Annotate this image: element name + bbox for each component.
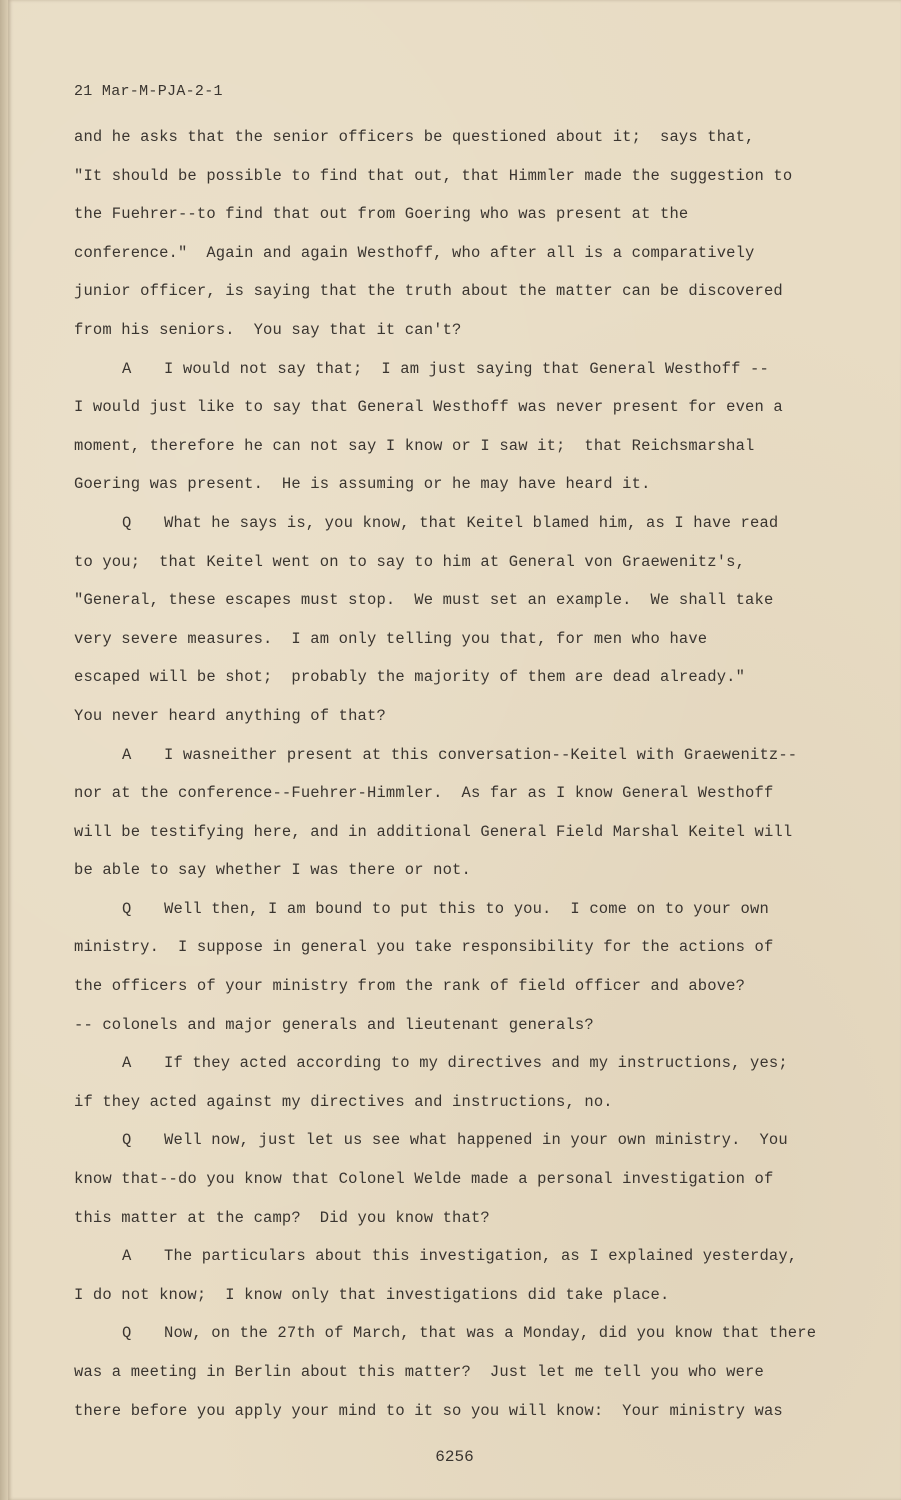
transcript-line (74, 1121, 814, 1160)
transcript-line (74, 581, 814, 620)
transcript-line (74, 851, 814, 890)
transcript-line (74, 543, 814, 582)
transcript-line (74, 928, 814, 967)
speaker-marker: Q (122, 513, 132, 532)
line-text: be able to say whether I was there or not. (74, 861, 471, 880)
speaker-marker: A (122, 1247, 132, 1266)
line-text: I would not say that; I am just saying that General Westhoff -- (164, 359, 769, 378)
transcript-line (74, 967, 814, 1006)
transcript-line (74, 620, 814, 659)
transcript-line (74, 1392, 814, 1431)
transcript-line (74, 465, 814, 504)
line-text: this matter at the camp? Did you know that? (74, 1208, 490, 1227)
line-text: If they acted according to my directives and my instructions, yes; (164, 1054, 788, 1073)
line-text: The particulars about this investigation, as I explained yesterday, (164, 1247, 798, 1266)
line-text: "General, these escapes must stop. We must set an example. We shall take (74, 591, 774, 610)
transcript-line (74, 504, 814, 543)
line-text: Goering was present. He is assuming or he may have heard it. (74, 475, 651, 494)
transcript-line (74, 388, 814, 427)
line-text: the officers of your ministry from the rank of field officer and above? (74, 977, 746, 996)
line-text: moment, therefore he can not say I know or I saw it; that Reichsmarshal (74, 436, 755, 455)
line-text: very severe measures. I am only telling you that, for men who have (74, 629, 708, 648)
document-page (8, 0, 901, 1500)
transcript-line (74, 890, 814, 929)
line-text: I do not know; I know only that investigations did take place. (74, 1285, 670, 1304)
transcript-line (74, 118, 814, 157)
line-text: What he says is, you know, that Keitel blamed him, as I have read (164, 513, 779, 532)
line-text: the Fuehrer--to find that out from Goering who was present at the (74, 205, 689, 224)
speaker-marker: A (122, 1054, 132, 1073)
line-text: "It should be possible to find that out, that Himmler made the suggestion to (74, 166, 793, 185)
line-text: and he asks that the senior officers be questioned about it; says that, (74, 128, 755, 146)
line-text: Now, on the 27th of March, that was a Monday, did you know that there (164, 1324, 817, 1343)
paper-left-edge (0, 0, 8, 1500)
line-text: know that--do you know that Colonel Welde made a personal investigation of (74, 1170, 774, 1189)
line-text: conference." Again and again Westhoff, who after all is a comparatively (74, 243, 755, 262)
transcript-line (74, 272, 814, 311)
transcript-line (74, 311, 814, 350)
line-text: there before you apply your mind to it so you will know: Your ministry was (74, 1401, 783, 1420)
transcript-line (74, 1314, 817, 1353)
transcript-line (74, 774, 814, 813)
speaker-marker: Q (122, 1131, 132, 1150)
line-text: escaped will be shot; probably the majority of them are dead already." (74, 668, 746, 687)
transcript-line (74, 1006, 814, 1045)
line-text: will be testifying here, and in additional General Field Marshal Keitel will (74, 822, 793, 841)
document-reference: 21 Mar-M-PJA-2-1 (74, 83, 223, 100)
transcript-line (74, 350, 814, 389)
line-text: was a meeting in Berlin about this matter? Just let me tell you who were (74, 1363, 764, 1381)
line-text: junior officer, is saying that the truth about the matter can be discovered (74, 282, 783, 301)
speaker-marker: Q (122, 899, 132, 918)
line-text: to you; that Keitel went on to say to him at General von Graewenitz's, (74, 552, 746, 571)
transcript-line (74, 1353, 814, 1392)
line-text: I wasneither present at this conversation--Keitel with Graewenitz-- (164, 745, 798, 764)
transcript-line (74, 813, 814, 852)
line-text: You never heard anything of that? (74, 706, 386, 725)
transcript-line (74, 658, 814, 697)
line-text: -- colonels and major generals and lieutenant generals? (74, 1015, 594, 1034)
transcript-line (74, 427, 814, 466)
line-text: Well then, I am bound to put this to you. I come on to your own (164, 899, 769, 918)
line-text: I would just like to say that General Westhoff was never present for even a (74, 398, 783, 417)
transcript-line (74, 1276, 814, 1315)
line-text: from his seniors. You say that it can't? (74, 320, 462, 339)
transcript-line (74, 736, 814, 775)
transcript-line (74, 195, 814, 234)
line-text: Well now, just let us see what happened in your own ministry. You (164, 1131, 788, 1150)
transcript-line (74, 697, 814, 736)
transcript-line (74, 1083, 814, 1122)
line-text: if they acted against my directives and instructions, no. (74, 1092, 613, 1111)
transcript-line (74, 1237, 814, 1276)
page-number: 6256 (435, 1448, 474, 1466)
transcript-line (74, 1160, 814, 1199)
speaker-marker: Q (122, 1324, 132, 1343)
transcript-line (74, 1199, 814, 1238)
speaker-marker: A (122, 359, 132, 378)
transcript-line (74, 157, 814, 196)
transcript-line (74, 1044, 814, 1083)
transcript-line (74, 234, 814, 273)
line-text: ministry. I suppose in general you take responsibility for the actions of (74, 938, 774, 957)
transcript-body (74, 118, 817, 1430)
speaker-marker: A (122, 745, 132, 764)
line-text: nor at the conference--Fuehrer-Himmler. As far as I know General Westhoff (74, 784, 774, 803)
